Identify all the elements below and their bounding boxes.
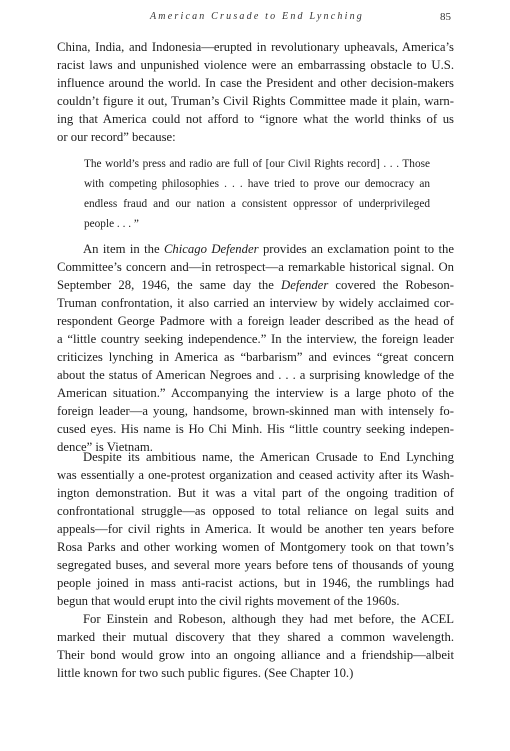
text-line: confrontational struggle—as opposed to total reliance on legal suits and: [57, 504, 454, 518]
text-line: dence” is Vietnam.: [57, 440, 153, 454]
text-run: September 28, 1946, the same day the: [57, 278, 282, 292]
quote-line: with competing philosophies . . . have tried to prove our democracy an: [84, 178, 430, 190]
text-line: couldn’t figure it out, Truman’s Civil Rights Committee made it plain, warn-: [57, 94, 454, 108]
text-line: [57, 276, 454, 294]
text-line: little known for two such public figures. (See Chapter 10.): [57, 666, 354, 680]
text-line: marked their mutual discovery that they shared a common wavelength.: [57, 630, 454, 644]
paragraph-1: [57, 38, 454, 146]
text-line: [57, 240, 454, 258]
text-line: For Einstein and Robeson, although they had met before, the ACEL: [83, 612, 454, 626]
text-line: Truman confrontation, it also carried an interview by widely acclaimed cor-: [57, 296, 454, 310]
quote-line: people . . . ”: [84, 218, 139, 230]
text-line: cused eyes. His name is Ho Chi Minh. His “little country seeking indepen-: [57, 422, 454, 436]
page-number: 85: [440, 11, 451, 23]
text-line: segregated buses, and several more years before tens of thousands of young: [57, 558, 454, 572]
quote-line: The world’s press and radio are full of [our Civil Rights record] . . . Those: [84, 158, 430, 170]
text-line: Committee’s concern and—in retrospect—a remarkable historical signal. On: [57, 260, 454, 274]
text-line: respondent George Padmore with a foreign leader described as the head of: [57, 314, 454, 328]
text-line: begun that would erupt into the civil rights movement of the 1960s.: [57, 594, 400, 608]
quote-line: endless fraud and our nation a consistent oppressor of underprivileged: [84, 198, 430, 210]
text-line: criticizes lynching in America as “barbarism” and evinces “great concern: [57, 350, 454, 364]
text-line: ington demonstration. But it was a vital part of the ongoing tradition of: [57, 486, 454, 500]
text-line: Rosa Parks and other working women of Montgomery took on that town’s: [57, 540, 454, 554]
text-run: covered the Robeson-: [328, 278, 454, 292]
text-line: or our record” because:: [57, 130, 176, 144]
publication-title: Defender: [281, 278, 329, 292]
block-quote: [84, 154, 430, 234]
text-line: foreign leader—a young, handsome, brown-skinned man with intensely fo-: [57, 404, 454, 418]
text-line: China, India, and Indonesia—erupted in revolutionary upheavals, America’s: [57, 40, 454, 54]
text-line: Their bond would grow into an ongoing alliance and a friendship—albeit: [57, 648, 454, 662]
text-line: Despite its ambitious name, the American Crusade to End Lynching: [83, 450, 454, 464]
page-header: [0, 11, 510, 25]
text-line: about the status of American Negroes and . . . a surprising knowledge of the: [57, 368, 454, 382]
text-line: was essentially a one-protest organization and ceased activity after its Wash-: [57, 468, 454, 482]
text-line: influence around the world. In case the President and other decision-makers: [57, 76, 454, 90]
text-line: people joined in mass anti-racist actions, but in 1946, the rumblings had: [57, 576, 454, 590]
text-line: racist laws and unpunished violence were an embarrassing obstacle to U.S.: [57, 58, 454, 72]
running-head: American Crusade to End Lynching: [150, 11, 364, 22]
text-run: provides an exclamation point to the: [258, 242, 454, 256]
paragraph-3: [57, 448, 454, 610]
text-run: An item in the: [83, 242, 164, 256]
text-line: ing that America could not afford to “ignore what the world thinks of us: [57, 112, 454, 126]
paragraph-2: [57, 240, 454, 456]
publication-title: Chicago Defender: [163, 242, 259, 256]
text-line: a “little country seeking independence.” In the interview, the foreign leader: [57, 332, 454, 346]
paragraph-4: [57, 610, 454, 682]
text-line: appeals—for civil rights in America. It would be another ten years before: [57, 522, 454, 536]
text-line: American situation.” Accompanying the interview is a large photo of the: [57, 386, 454, 400]
